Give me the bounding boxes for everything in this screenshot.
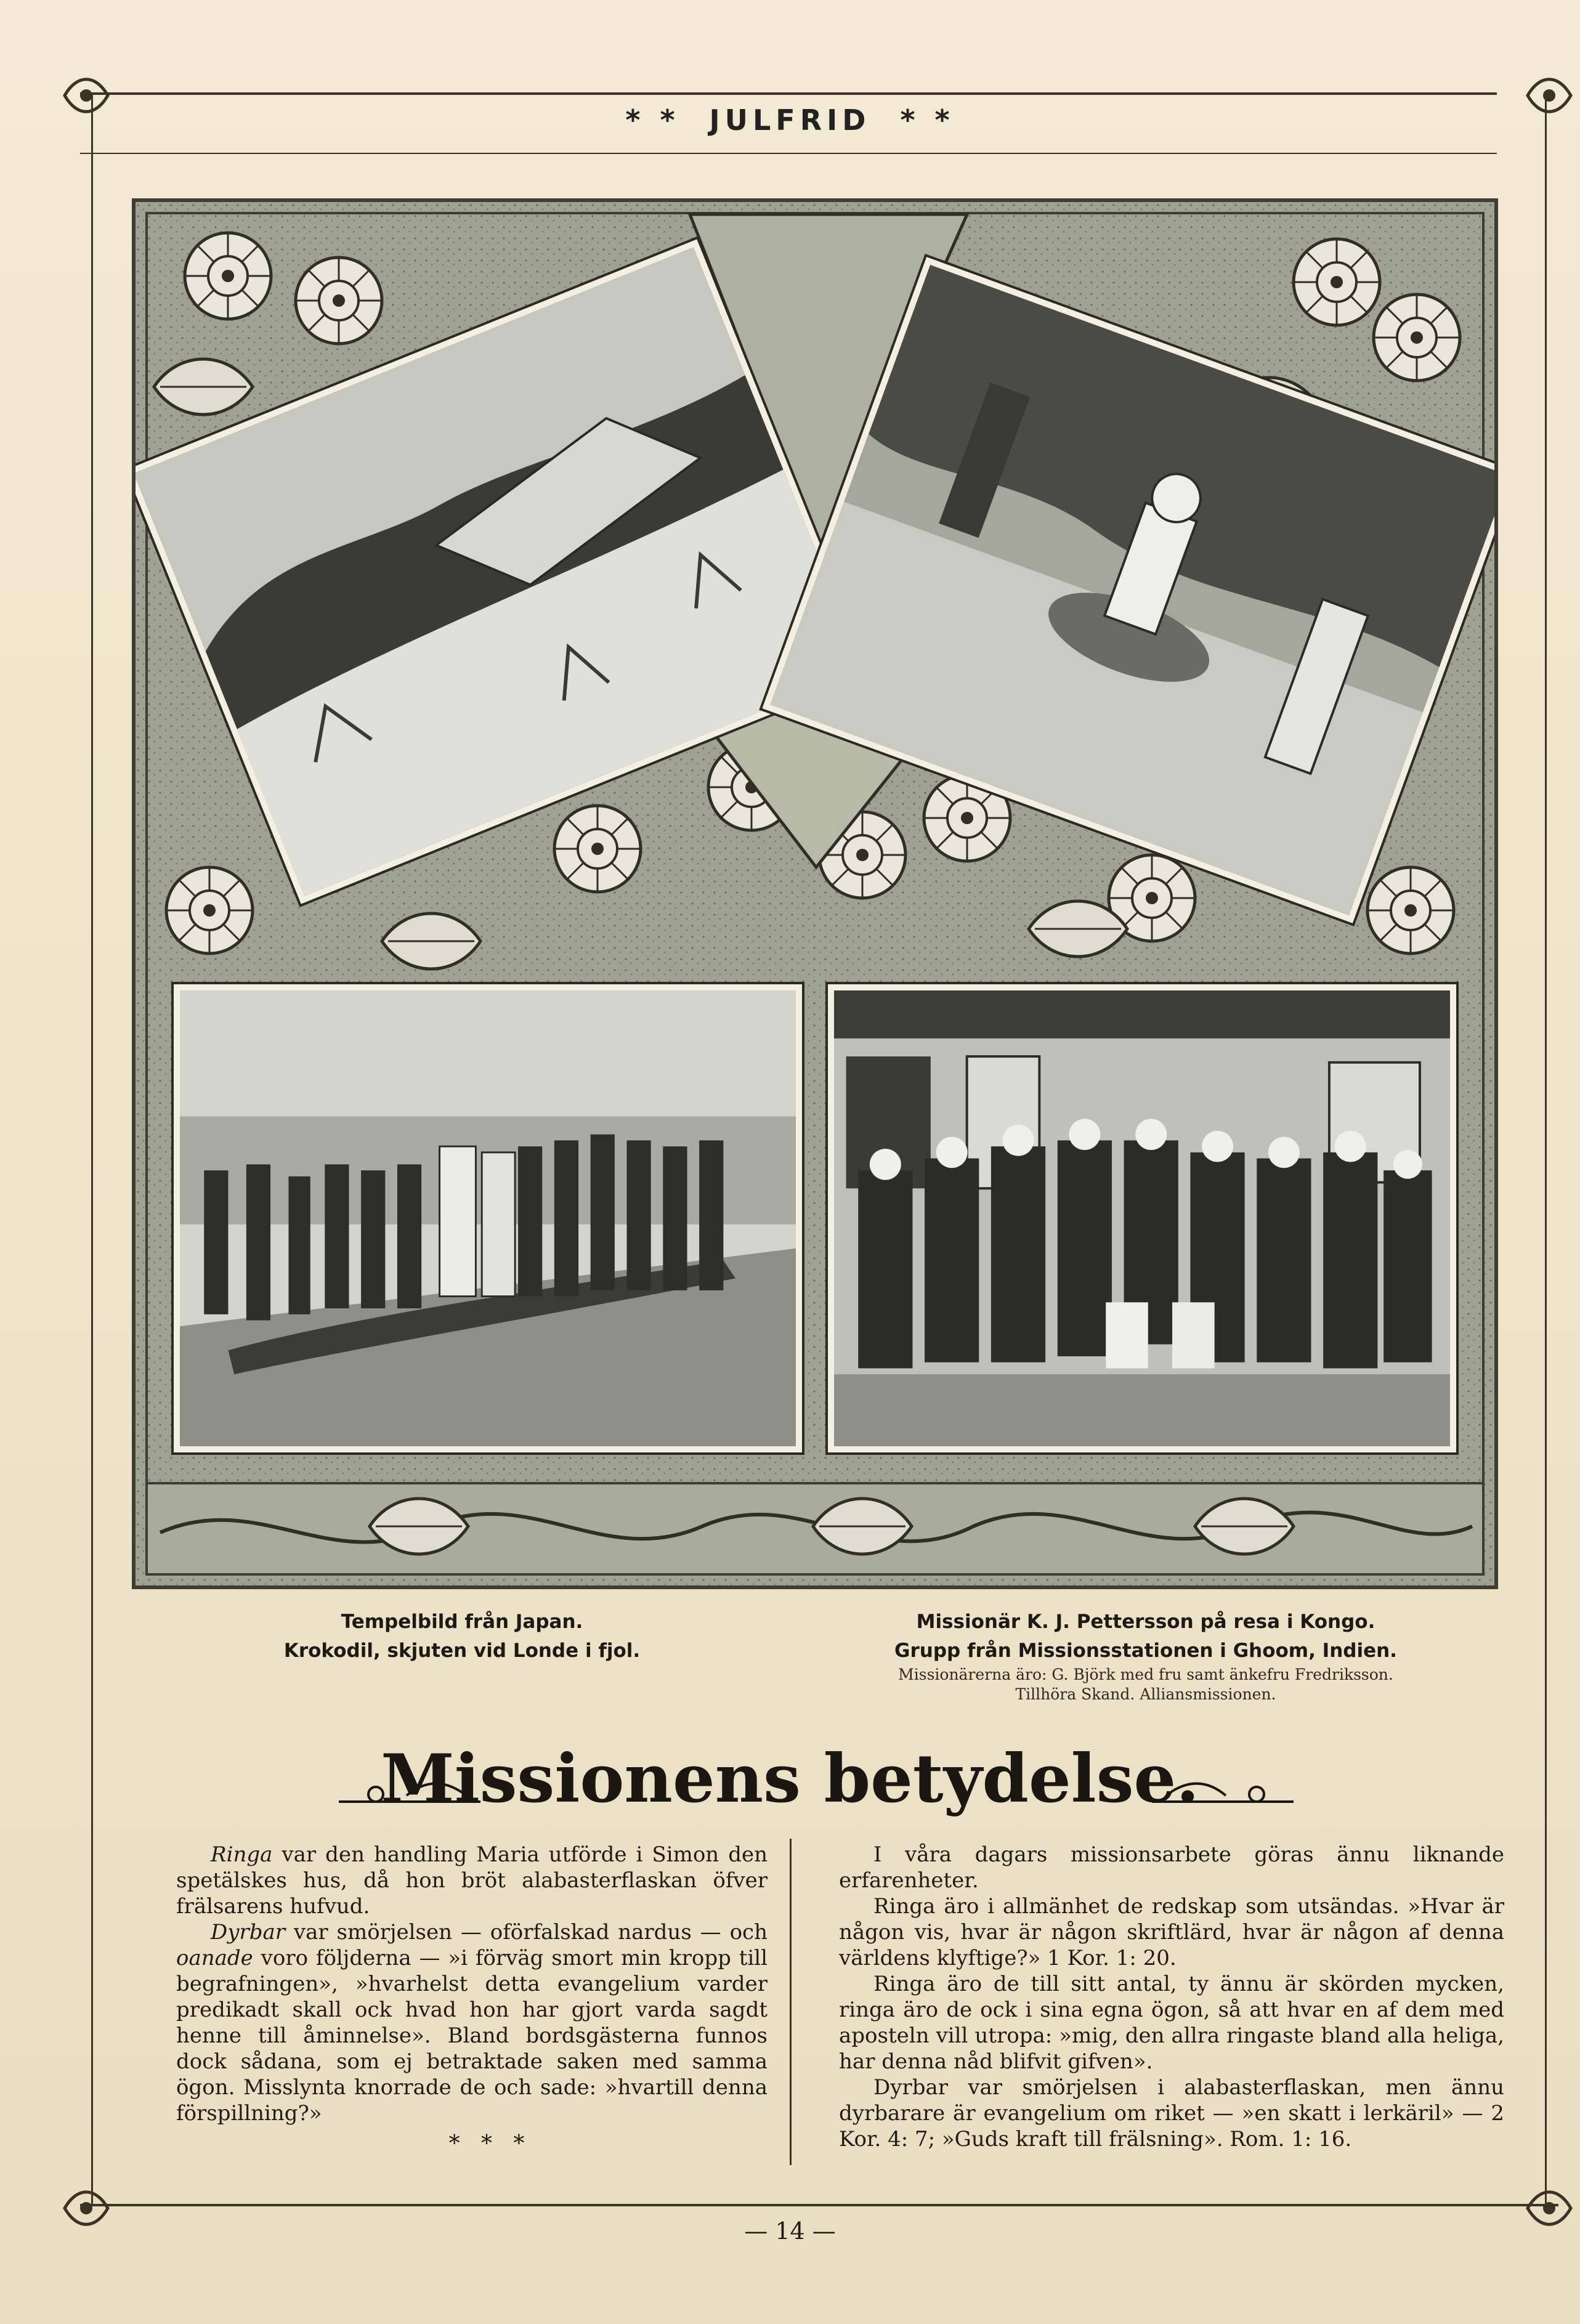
right-rule bbox=[1545, 92, 1547, 2205]
section-stars: * * * bbox=[448, 2131, 525, 2156]
emphasis: oanade bbox=[176, 1946, 253, 1970]
top-rule-thin bbox=[80, 153, 1497, 154]
ornamental-photo-panel bbox=[132, 198, 1498, 1589]
paragraph bbox=[176, 1919, 768, 2126]
header-stars-left: * * bbox=[625, 103, 680, 137]
column-divider bbox=[790, 1839, 792, 2165]
header-title: JULFRID bbox=[709, 103, 871, 137]
top-rule bbox=[80, 92, 1497, 95]
paragraph-text: var den handling Maria utförde i Simon den spetälskes hus, då hon bröt alabasterflaskan öfver frälsarens hufvud. bbox=[176, 1842, 768, 1919]
paragraph-text: voro följderna — »i förväg smort min kropp till begrafningen», »hvarhelst detta evangelium varder predikadt skall ock hvad hon har gjort varda sagdt henne till åminnelse». Bland bordsgästerna funnos dock sådana, som ej betraktade saken med samma ögon. Misslynta knorrade de och sade: »hvartill denna förspillning?» bbox=[176, 1946, 768, 2126]
article-column-left bbox=[176, 1842, 768, 2126]
bottom-rule bbox=[80, 2204, 1558, 2206]
caption-group-ghoom: Grupp från Missionsstationen i Ghoom, Indien. bbox=[894, 1640, 1397, 1662]
caption-temple-japan: Tempelbild från Japan. bbox=[341, 1611, 583, 1633]
emphasis: Dyrbar bbox=[211, 1920, 286, 1945]
left-rule bbox=[91, 92, 93, 2205]
photo-group-ghoom bbox=[828, 984, 1456, 1452]
running-header bbox=[0, 103, 1580, 137]
page-number: — 14 — bbox=[744, 2217, 836, 2245]
article-title: Missionens betydelse. bbox=[381, 1740, 1199, 1818]
paragraph-text: var smörjelsen — oförfalskad nardus — och bbox=[285, 1920, 768, 1945]
article-column-right bbox=[839, 1842, 1504, 2152]
caption-crocodile: Krokodil, skjuten vid Londe i fjol. bbox=[283, 1640, 641, 1662]
caption-missionary-kongo: Missionär K. J. Pettersson på resa i Kongo. bbox=[916, 1611, 1375, 1633]
header-stars-right: * * bbox=[900, 103, 955, 137]
photo-crocodile-londe bbox=[174, 984, 802, 1452]
caption-group-sub2: Tillhöra Skand. Alliansmissionen. bbox=[1015, 1685, 1276, 1703]
paragraph bbox=[176, 1842, 768, 1919]
paragraph: Ringa äro i allmänhet de redskap som utsändas. »Hvar är någon vis, hvar är någon skriftlärd, hvar är någon af denna världens klyftige?» 1 Kor. 1: 20. bbox=[839, 1894, 1504, 1970]
emphasis: Ringa bbox=[211, 1842, 273, 1867]
paragraph: Dyrbar var smörjelsen i alabasterflaskan, men ännu dyrbarare är evangelium om riket — »en skatt i lerkäril» — 2 Kor. 4: 7; »Guds kraft till frälsning». Rom. 1: 16. bbox=[839, 2075, 1504, 2152]
title-flourish-right-icon bbox=[1152, 1777, 1294, 1808]
paragraph: Ringa äro de till sitt antal, ty ännu är skörden mycken, ringa äro de ock i sina egna ögon, så att hvar en af dem med aposteln vill utropa: »mig, den allra ringaste bland alla heliga, har denna nåd blifvit gifven». bbox=[839, 1972, 1504, 2074]
caption-group-sub1: Missionärerna äro: G. Björk med fru samt änkefru Fredriksson. bbox=[898, 1666, 1393, 1683]
paragraph: I våra dagars missionsarbete göras ännu liknande erfarenheter. bbox=[839, 1842, 1504, 1893]
